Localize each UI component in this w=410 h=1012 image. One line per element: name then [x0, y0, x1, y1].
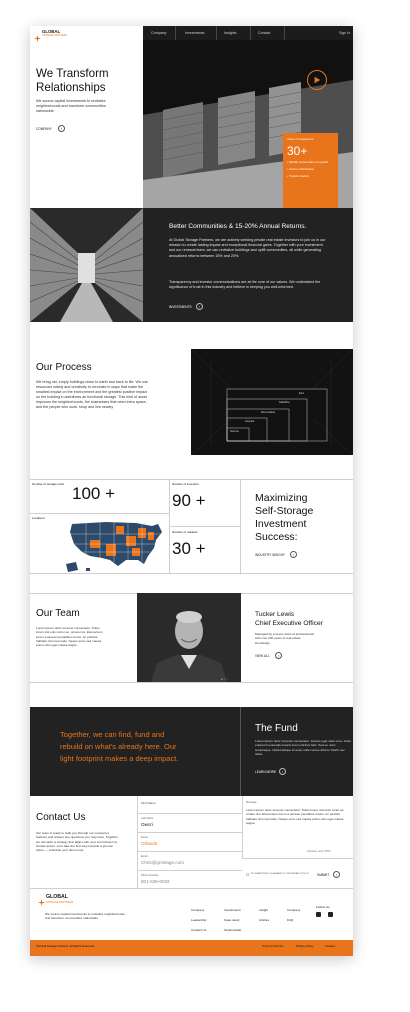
- years-value: 30+: [287, 144, 308, 158]
- bullet-item: • Income distribution: [287, 167, 315, 171]
- submit-label[interactable]: SUBMIT: [317, 873, 330, 877]
- stage-label-stabilize: Stabilize: [279, 400, 290, 404]
- maximizing-heading-l1: Maximizing: [255, 492, 308, 504]
- hero-title-line-2: Relationships: [36, 81, 106, 94]
- investors-label: Number of investors: [172, 482, 199, 486]
- us-map-illustration: [66, 518, 166, 574]
- footer-link[interactable]: Investments: [224, 908, 241, 912]
- nav-item-company[interactable]: Company: [151, 31, 167, 35]
- hero-bullets: [287, 160, 335, 178]
- process-diagram: [191, 349, 353, 455]
- hero-title-line-1: We Transform: [36, 67, 109, 80]
- shelving-image: [30, 208, 143, 322]
- locations-label: Locations: [32, 516, 45, 520]
- ceo-bio: Managed by a seven team of professionals with over 200 years of real estate knowledge.: [255, 632, 314, 645]
- nav-item-insights[interactable]: Insights: [224, 31, 237, 35]
- bullet-item: • Transformation: [287, 174, 309, 178]
- footer-link[interactable]: Testimonials: [224, 928, 242, 932]
- submit-arrow-icon[interactable]: ›: [333, 871, 340, 878]
- footer-col-4: [287, 905, 300, 925]
- team-title: Our Team: [36, 608, 80, 619]
- hero-cta-label[interactable]: COMPANY: [36, 127, 52, 131]
- us-locations-map: [66, 518, 166, 574]
- character-counter: Character count: 0/500: [307, 851, 331, 853]
- contact-text: Our team is ready to walk you through our company's features and answer any questions you may have. Together, we can tailor a strategy that aligns with your commitment to climate action. Let's take the first step towards a greener future — schedule your demo now.: [36, 831, 119, 853]
- stage-label-acquire: Acquire: [245, 419, 255, 423]
- phone-label: Phone Number: [141, 874, 159, 877]
- hero-text: We source capital investments to revitalize neighborhoods and transform communities nationwide.: [36, 99, 106, 113]
- consent-text: BY SUBMITTING YOU AGREE TO OUR PRIVACY POLICY: [251, 873, 310, 875]
- footer-logo-mark-icon[interactable]: [38, 893, 45, 900]
- cookies-link[interactable]: Cookies: [325, 944, 336, 948]
- email-field[interactable]: Orlando: [141, 841, 158, 846]
- fund-text: Lorem ipsum dolor sit amet consectetur. Cursus eget vitae urna. Justo euismod venenatis mauris lorem ultrices felis. Sed eu nunc scelerisque. Nulla tristique id amet nulla cursus dictum. Morbi nec tellus.: [255, 739, 351, 756]
- footer-logo-name[interactable]: GLOBAL: [46, 894, 68, 900]
- phone-field[interactable]: 801-636-6032: [141, 879, 170, 884]
- maximizing-heading-l3: Investment: [255, 518, 307, 530]
- instagram-icon[interactable]: [316, 912, 321, 917]
- investments-cta-label[interactable]: INVESTMENTS: [169, 305, 192, 309]
- carousel-dots[interactable]: ● ○ ○: [221, 677, 229, 681]
- maximizing-heading-l2: Self-Storage: [255, 505, 314, 517]
- storage-units-value: 100 +: [72, 484, 116, 503]
- email2-field[interactable]: Chris@gmstage.com: [141, 860, 184, 865]
- process-text: We bring old, empty buildings down to earth and back to life. We use resources wisely and creatively to renovate in ways that make the smallest impact on the environment and the greatest positive impact on the building's usefulness as functional storage. This kind of asset improves the neighborhoods, the businesses that need extra space, and the people who work, shop and live nearby.: [36, 380, 148, 409]
- footer-bottom-bar: [30, 940, 353, 956]
- footer-link[interactable]: FAQ: [287, 918, 294, 922]
- copyright: ©Global Storage Partners. All Rights Reserved.: [36, 944, 95, 948]
- footer-text: We source capital investments to revitalize neighborhoods and transform communities nationwide.: [45, 912, 125, 921]
- footer-link[interactable]: Case study: [224, 918, 240, 922]
- footer-link[interactable]: Company: [191, 908, 205, 912]
- page: [30, 26, 353, 956]
- footer-link[interactable]: Insight: [259, 908, 269, 912]
- maximizing-heading-l4: Success:: [255, 531, 298, 543]
- industry-insight-arrow-icon[interactable]: ›: [290, 551, 297, 558]
- hero-cta-arrow-icon[interactable]: ›: [58, 125, 65, 132]
- first-name-field[interactable]: [137, 796, 242, 813]
- quote-line-1: Together, we can find, fund and: [60, 730, 165, 739]
- logo-name[interactable]: GLOBAL: [42, 29, 61, 34]
- footer-link[interactable]: Contact Us: [191, 928, 207, 932]
- ceo-photo: [137, 593, 241, 682]
- industry-insight-label[interactable]: INDUSTRY INSIGHT: [255, 553, 285, 557]
- footer-logo-subtitle: STORAGE PARTNERS: [46, 901, 74, 904]
- play-icon: [313, 76, 321, 84]
- investments-arrow-icon[interactable]: ›: [196, 303, 203, 310]
- fund-title: The Fund: [255, 723, 298, 734]
- investors-value: 90 +: [172, 491, 206, 510]
- footer-link[interactable]: Articles: [259, 918, 270, 922]
- returns-paragraph-2: Transparency and investor communications are at the core of our values. We understand the significance of trust in this industry and believe in keeping you well-informed.: [169, 280, 321, 290]
- last-name-label: Last Name: [141, 817, 154, 820]
- portrait-illustration: [137, 593, 241, 682]
- message-field[interactable]: Lorem ipsum dolor sit amet consectetur. Tellus lorem nisl enim tortor ac, ornare nisi. Elementum lorem a aenean penatibus metus. Ac porttitor habitant nisl commodo. Neque enim sed massa purus odio eget massa augue.: [246, 808, 345, 825]
- stage-label-renovation: Renovation: [261, 410, 276, 414]
- markets-label: Number of markets: [172, 530, 198, 534]
- last-name-field[interactable]: Owcri: [141, 822, 153, 827]
- process-stage-diagram: [191, 349, 353, 455]
- footer-col-1: [191, 905, 206, 935]
- ceo-role: Chief Executive Officer: [255, 620, 323, 627]
- stage-label-source: Source: [230, 429, 239, 433]
- process-title: Our Process: [36, 362, 92, 373]
- view-all-label[interactable]: VIEW ALL: [255, 654, 270, 658]
- logo-mark-icon[interactable]: [34, 29, 41, 36]
- linkedin-icon[interactable]: [328, 912, 333, 917]
- footer-col-3: [259, 905, 269, 925]
- first-name-label: First Name: [141, 801, 156, 805]
- returns-title: Better Communities & 15-20% Annual Returns.: [169, 223, 307, 230]
- terms-link[interactable]: Terms Of Service: [262, 944, 284, 948]
- email2-label: Email: [141, 855, 148, 858]
- years-label: Years of experience: [287, 137, 314, 141]
- warehouse-aisle-illustration: [30, 208, 143, 322]
- ceo-name: Tucker Lewis: [255, 611, 295, 618]
- nav-item-contact[interactable]: Contact: [258, 31, 271, 35]
- team-text: Lorem ipsum dolor sit amet consectetur. Tellus lorem nisl enim tortor ac, ornare nisi. Elementum lorem a aenean penatibus metus. Ac porttitor habitant nisl commodo. Neque enim sed massa purus odio eget massa augue.: [36, 626, 103, 648]
- learn-more-label[interactable]: LEARN MORE: [255, 770, 277, 774]
- message-label: Message: [246, 801, 257, 804]
- storage-units-label: Number of storage units: [32, 482, 65, 486]
- markets-value: 30 +: [172, 539, 206, 558]
- quote-line-2: rebuild on what's already here. Our: [60, 742, 177, 751]
- nav-item-investments[interactable]: Investments: [185, 31, 205, 35]
- footer-col-2: [224, 905, 241, 935]
- email-label: Email: [141, 836, 148, 839]
- view-all-arrow-icon[interactable]: ›: [275, 652, 282, 659]
- learn-more-arrow-icon[interactable]: ›: [279, 768, 286, 775]
- bullet-item: • Wealth preservation & growth: [287, 160, 329, 164]
- quote-line-3: light footprint makes a deep impact.: [60, 754, 179, 763]
- contact-title: Contact Us: [36, 812, 86, 823]
- stage-label-exit: Exit: [299, 391, 304, 395]
- logo-subtitle: STORAGE PARTNERS: [42, 34, 68, 37]
- footer-link[interactable]: Leadership: [191, 918, 207, 922]
- follow-us-label: Follow Us: [316, 905, 330, 909]
- returns-paragraph-1: At Global Storage Partners, we are actively seeking private real estate investors to join us in our mission to create lasting impact and exceptional financial gains. Together with your investment and our renewal team, we can revitalize buildings and uplift communities, all while generating annualized returns between 15% and 20%.: [169, 238, 326, 258]
- consent-checkbox[interactable]: [246, 873, 249, 876]
- play-video-button[interactable]: [307, 70, 327, 90]
- footer-link[interactable]: Company: [287, 908, 301, 912]
- sign-in-link[interactable]: Sign In: [339, 31, 351, 35]
- privacy-link[interactable]: Privacy Policy: [296, 944, 314, 948]
